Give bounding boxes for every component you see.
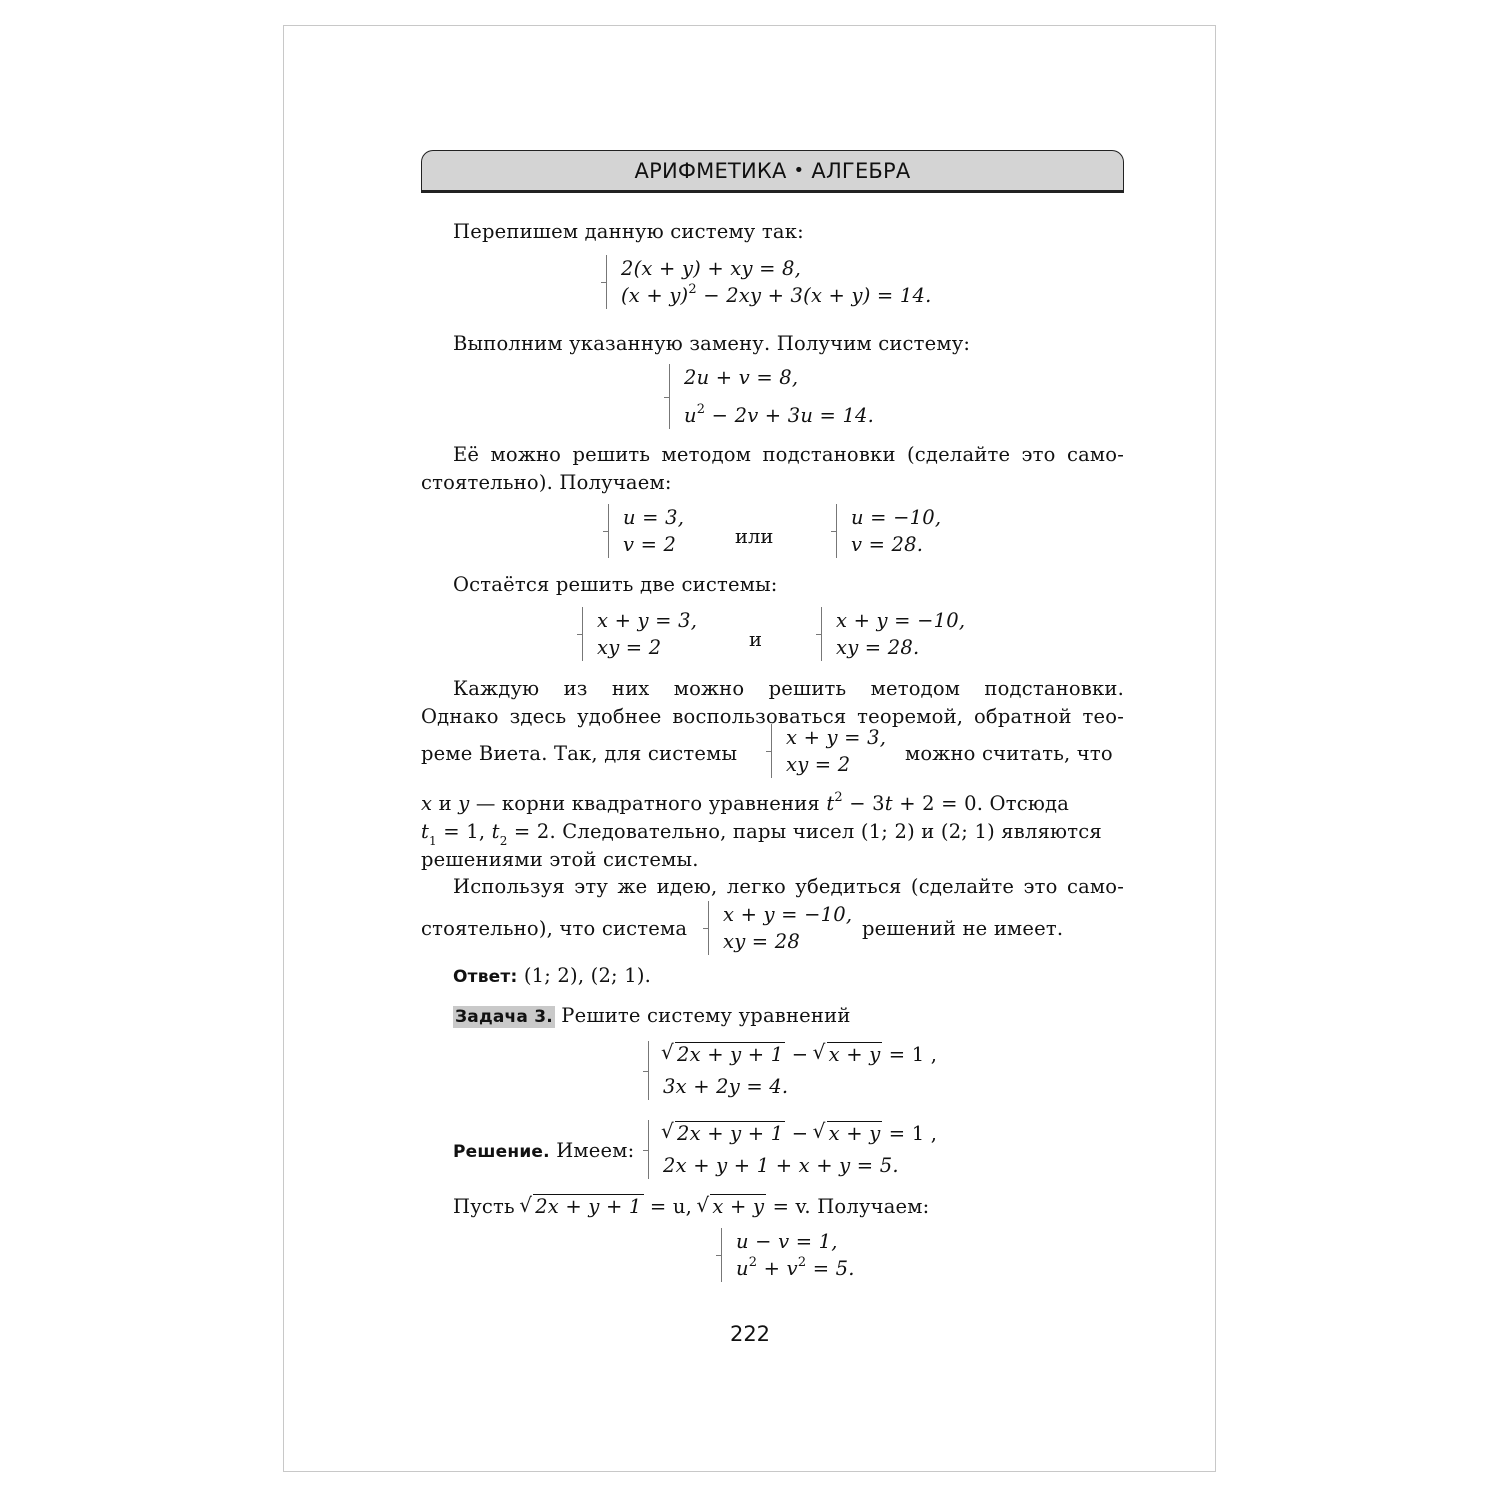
var-t2: t — [491, 820, 500, 843]
text-minus-3: − 3 — [842, 792, 885, 815]
var-y: y — [458, 792, 470, 815]
sqrt-6 — [700, 1193, 766, 1221]
paragraph-solve-line-2: стоятельно). Получаем: — [421, 471, 672, 494]
sqrt-6-radicand: x + y — [712, 1195, 765, 1218]
running-header — [421, 150, 1124, 193]
system-2-row-2a: u — [684, 404, 697, 427]
system-2-row-2b: − 2v + 3u = 14. — [705, 404, 875, 427]
var-t1: t — [421, 820, 430, 843]
system-3a-row-1: u = 3, — [623, 506, 685, 529]
system-solution-equals: = 1 , — [882, 1122, 938, 1145]
solution-text: Имеем: — [549, 1139, 635, 1162]
system-3a-row-2: v = 2 — [623, 533, 677, 556]
let-text-b: = u, — [643, 1195, 699, 1218]
system-6-row-2c: = 5. — [806, 1257, 855, 1280]
system-5 — [648, 1041, 937, 1100]
sqrt-4 — [817, 1120, 883, 1147]
task-3-text: Решите систему уравнений — [554, 1004, 851, 1027]
system-solution-row-1 — [663, 1120, 937, 1152]
system-6-row-2 — [736, 1255, 855, 1282]
system-2-row-2 — [684, 402, 874, 429]
system-1-row-2b: − 2xy + 3(x + y) = 14. — [696, 284, 932, 307]
system-6 — [721, 1228, 855, 1282]
inline-system-no-solution-row-2: xy = 28 — [723, 930, 800, 953]
system-2-row-2-exponent: 2 — [696, 402, 706, 417]
sqrt-2 — [817, 1041, 883, 1068]
paragraph-substitution: Выполним указанную замену. Получим систему: — [453, 332, 971, 355]
text-roots: — корни квадратного уравнения — [469, 792, 827, 815]
text-plus-2: + 2 = 0. Отсюда — [892, 792, 1070, 815]
system-6-row-1: u − v = 1, — [736, 1230, 838, 1253]
system-5-minus: − — [785, 1043, 815, 1066]
system-6-exponent-2: 2 — [797, 1255, 807, 1270]
task-3-line — [453, 1002, 851, 1031]
system-3a — [608, 504, 684, 558]
let-line — [453, 1193, 929, 1221]
sqrt-2-radicand: x + y — [828, 1043, 881, 1066]
system-4a-row-1: x + y = 3, — [597, 609, 698, 632]
paragraph-idea-line-2a: стоятельно), что система — [421, 917, 688, 940]
sqrt-5-radicand: 2x + y + 1 — [535, 1195, 642, 1218]
paragraph-two-systems: Остаётся решить две системы: — [453, 573, 778, 596]
text-t1-eq: = 1, — [436, 820, 492, 843]
answer-line — [453, 962, 651, 991]
header-dot: • — [793, 160, 805, 181]
paragraph-idea-line-1: Используя эту же идею, легко убедиться (сделайте это само- — [453, 875, 1124, 898]
paragraph-vieta-line-6: решениями этой системы. — [421, 848, 699, 871]
header-left: АРИФМЕТИКА — [634, 158, 787, 183]
system-solution-minus: − — [785, 1122, 815, 1145]
inline-system-vieta-row-2: xy = 2 — [786, 753, 851, 776]
system-4a — [582, 607, 697, 661]
answer-label: Ответ: — [453, 967, 518, 987]
sqrt-1-radicand: 2x + y + 1 — [677, 1043, 784, 1066]
page-number: 222 — [729, 1322, 771, 1346]
t1-index: 1 — [429, 834, 437, 848]
system-6-row-2a: u — [736, 1257, 749, 1280]
system-solution-row-2: 2x + y + 1 + x + y = 5. — [663, 1154, 899, 1177]
paragraph-vieta-line-2: Однако здесь удобнее воспользоваться теоремой, обратной тео- — [421, 705, 1124, 728]
var-t: t — [826, 792, 835, 815]
system-1-row-1: 2(x + y) + xy = 8, — [621, 257, 802, 280]
paragraph-vieta-line-4 — [421, 790, 1069, 821]
sqrt-4-radicand: x + y — [828, 1122, 881, 1145]
system-5-row-2: 3x + 2y = 4. — [663, 1075, 789, 1098]
system-5-row-1 — [663, 1041, 937, 1073]
system-3b-row-1: u = −10, — [851, 506, 942, 529]
let-text-a: Пусть — [453, 1195, 522, 1218]
system-6-row-2b: + v — [757, 1257, 798, 1280]
paragraph-vieta-line-3a: реме Виета. Так, для системы — [421, 742, 738, 765]
sqrt-3-radicand: 2x + y + 1 — [677, 1122, 784, 1145]
system-3b-row-2: v = 28. — [851, 533, 924, 556]
t-exponent: 2 — [834, 790, 843, 805]
sqrt-5 — [523, 1193, 643, 1221]
task-3-label: Задача 3. — [455, 1007, 553, 1027]
paragraph-vieta-line-5 — [421, 818, 1102, 848]
solution-line — [453, 1137, 634, 1166]
paragraph-solve-line-1: Её можно решить методом подстановки (сделайте это само- — [453, 443, 1124, 466]
inline-system-vieta — [771, 724, 886, 778]
system-2 — [669, 364, 874, 429]
solution-label: Решение. — [453, 1142, 550, 1162]
system-3b — [836, 504, 941, 558]
text-t2-eq: = 2. Следовательно, пары чисел (1; 2) и (2; 1) являются — [507, 820, 1102, 843]
paragraph-vieta-line-3b: можно считать, что — [905, 742, 1113, 765]
or-word: или — [735, 525, 774, 548]
var-t-2: t — [884, 792, 893, 815]
system-2-row-1: 2u + v = 8, — [684, 366, 799, 389]
system-1 — [606, 255, 931, 309]
inline-system-no-solution-row-1: x + y = −10, — [723, 903, 853, 926]
system-1-row-2-exponent: 2 — [688, 282, 697, 297]
system-6-exponent-1: 2 — [748, 1255, 758, 1270]
var-x: x — [421, 792, 433, 815]
text-and: и — [432, 792, 459, 815]
inline-system-vieta-row-1: x + y = 3, — [786, 726, 887, 749]
system-1-row-2a: (x + y) — [621, 284, 689, 307]
system-4b-row-1: x + y = −10, — [836, 609, 966, 632]
inline-system-no-solution — [708, 901, 852, 955]
system-4b-row-2: xy = 28. — [836, 636, 920, 659]
system-4a-row-2: xy = 2 — [597, 636, 662, 659]
system-5-equals: = 1 , — [882, 1043, 938, 1066]
and-word: и — [749, 628, 762, 651]
system-4b — [821, 607, 965, 661]
answer-text: (1; 2), (2; 1). — [517, 964, 652, 987]
sqrt-1 — [665, 1041, 785, 1068]
system-solution — [648, 1120, 937, 1179]
paragraph-idea-line-2b: решений не имеет. — [862, 917, 1064, 940]
paragraph-vieta-line-1: Каждую из них можно решить методом подстановки. — [453, 677, 1124, 700]
t2-index: 2 — [499, 834, 508, 848]
header-right: АЛГЕБРА — [811, 158, 911, 183]
let-text-c: = v. Получаем: — [766, 1195, 930, 1218]
paragraph-rewrite: Перепишем данную систему так: — [453, 220, 804, 243]
system-1-row-2 — [621, 282, 931, 309]
sqrt-3 — [665, 1120, 785, 1147]
